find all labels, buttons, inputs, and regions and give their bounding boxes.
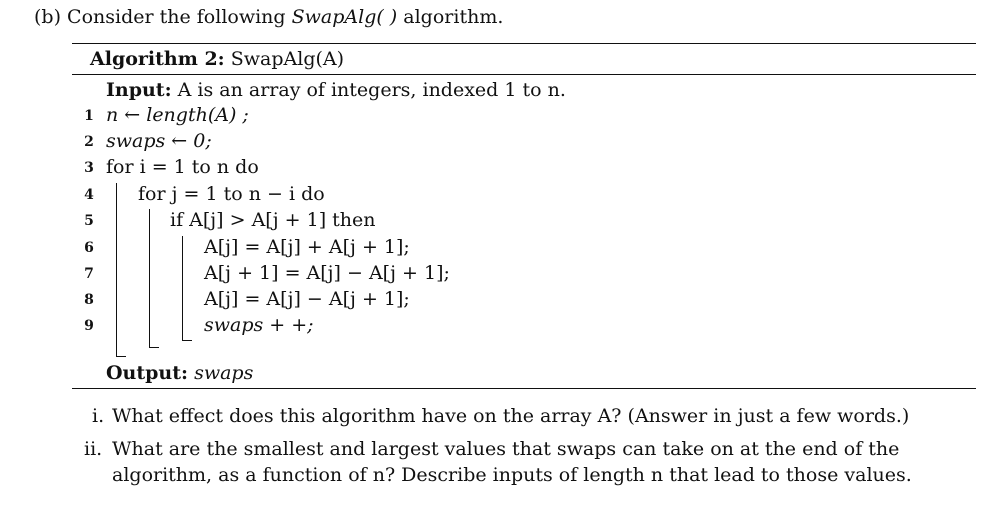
- question-ii-line2: algorithm, as a function of n? Describe inputs of length n that lead to those values.: [112, 464, 912, 486]
- intro-text-after: algorithm.: [403, 6, 504, 28]
- for-i-block-bar: [116, 183, 117, 356]
- code-line-4: for j = 1 to n − i do: [138, 183, 325, 205]
- input-text: A is an array of integers, indexed 1 to n.: [177, 79, 566, 101]
- question-ii-line1: What are the smallest and largest values that swaps can take on at the end of the: [112, 438, 900, 460]
- part-label: (b): [34, 6, 61, 28]
- input-label: Input:: [106, 79, 172, 101]
- if-block-end: [182, 340, 192, 341]
- code-line-7: A[j + 1] = A[j] − A[j + 1];: [204, 262, 450, 284]
- code-line-5: if A[j] > A[j + 1] then: [170, 209, 376, 231]
- output-label: Output:: [106, 362, 189, 384]
- question-ii-label: ii.: [84, 438, 103, 460]
- algorithm-top-rule: [72, 43, 976, 44]
- line-number-5: 5: [84, 213, 94, 229]
- intro-alg-name: SwapAlg( ): [291, 6, 398, 28]
- intro-text-before: Consider the following: [67, 6, 286, 28]
- question-i-label: i.: [92, 405, 105, 427]
- output-text: swaps: [194, 362, 254, 384]
- for-i-block-end: [116, 356, 126, 357]
- line-number-6: 6: [84, 240, 94, 256]
- algorithm-input: [106, 79, 566, 101]
- algorithm-title-label: Algorithm 2:: [90, 48, 225, 70]
- line-number-2: 2: [84, 134, 94, 150]
- code-line-2: swaps ← 0;: [106, 130, 212, 152]
- line-number-3: 3: [84, 160, 94, 176]
- algorithm-bottom-rule: [72, 388, 976, 389]
- code-line-6: A[j] = A[j] + A[j + 1];: [204, 236, 410, 258]
- line-number-4: 4: [84, 187, 94, 203]
- code-line-3: for i = 1 to n do: [106, 156, 259, 178]
- intro-line: [34, 6, 503, 28]
- code-line-9: swaps + +;: [204, 314, 314, 336]
- line-number-9: 9: [84, 318, 94, 334]
- line-number-1: 1: [84, 108, 94, 124]
- algorithm-output: [106, 362, 253, 384]
- algorithm-title: [90, 48, 344, 70]
- for-j-block-bar: [149, 209, 150, 347]
- for-j-block-end: [149, 347, 159, 348]
- if-block-bar: [182, 236, 183, 340]
- algorithm-title-name: SwapAlg(A): [230, 48, 345, 70]
- code-line-1: n ← length(A) ;: [106, 104, 249, 126]
- line-number-8: 8: [84, 292, 94, 308]
- line-number-7: 7: [84, 266, 94, 282]
- question-i-text: What effect does this algorithm have on the array A? (Answer in just a few words.): [112, 405, 910, 427]
- algorithm-title-rule: [72, 74, 976, 75]
- code-line-8: A[j] = A[j] − A[j + 1];: [204, 288, 410, 310]
